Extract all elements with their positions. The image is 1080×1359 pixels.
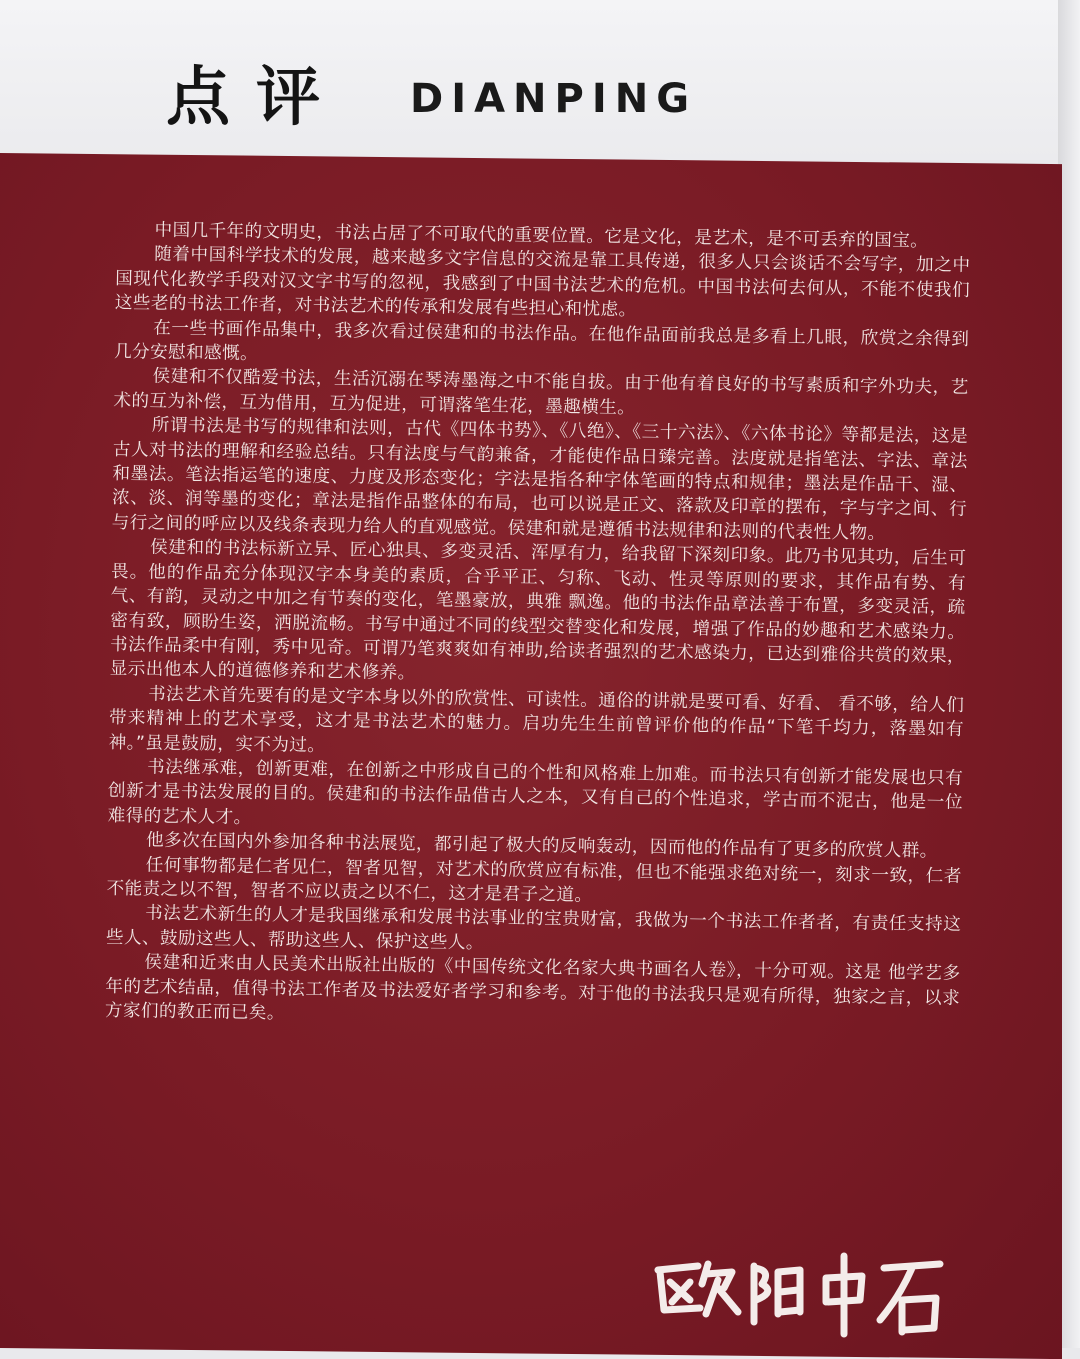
paragraph: 随着中国科学技术的发展，越来越多文字信息的交流是靠工具传递，很多人只会谈话不会写字，加之中国现代化教学手段对汉文字书写的忽视，我感到了中国书法艺术的危机。中国书法何去何从，不能不使我们这些老的书法工作者，对书法艺术的传承和发展有些担心和忧虑。 — [114, 244, 971, 321]
paragraph: 侯建和近来由人民美术出版社出版的《中国传统文化名家大典书画名人卷》，十分可观。这是 他学艺多年的艺术结晶，值得书法工作者及书法爱好者学习和参考。对于他的书法我只是观有所得，独家之言，以求方家们的教正而已矣。 — [104, 952, 961, 1024]
review-article — [105, 218, 971, 1035]
paragraph: 任何事物都是仁者见仁，智者见智，对艺术的欣赏应有标准，但也不能强求绝对统一，刻求一致，仁者不能责之以不智，智者不应以责之以不仁，这才是君子之道。 — [106, 855, 963, 906]
paragraph: 所谓书法是书写的规律和法则，古代《四体书势》、《八绝》、《三十六法》、《六体书论》等都是法，这是古人对书法的理解和经验总结。只有法度与气韵兼备，才能使作品日臻完善。法度就是指笔法、字法、章法和墨法。笔法指运笔的速度、力度及形态变化；字法是指各种字体笔画的特点和规律；墨法是作品干、湿、浓、淡、润等墨的变化；章法是指作品整体的布局，也可以说是正文、落款及印章的摆布，字与字之间、行与行之间的呼应以及线条表现力给人的直观感觉。侯建和就是遵循书法规律和法则的代表性人物。 — [111, 415, 969, 544]
page-title-english: DIANPING — [410, 76, 698, 122]
paragraph: 在一些书画作品集中，我多次看过侯建和的书法作品。在他作品面前我总是多看上几眼，欣赏之余得到几分安慰和感慨。 — [113, 318, 970, 365]
paragraph: 书法继承难，创新更难，在创新之中形成自己的个性和风格难上加难。而书法只有创新才能发展也只有创新才是书法发展的目的。侯建和的书法作品借古人之本，又有自己的个性追求，学古而不泥古，他是一位难得的艺术人才。 — [107, 757, 964, 828]
paragraph: 中国几千年的文明史，书法占居了不可取代的重要位置。它是文化，是艺术，是不可丢弃的国宝。 — [154, 220, 929, 252]
paragraph: 他多次在国内外参加各种书法展览，都引起了极大的反响轰动，因而他的作品有了更多的欣赏人群。 — [145, 830, 938, 862]
paragraph: 侯建和的书法标新立异、匠心独具、多变灵活、浑厚有力，给我留下深刻印象。此乃书见其功，后生可畏。他的作品充分体现汉字本身美的素质，合乎平正、匀称、飞动、性灵等原则的要求，其作品有势、有气、有韵，灵动之中加之有节奏的变化，笔墨豪放，典雅 飘逸。他的书法作品章法善于布置，多变灵活，疏密有致，顾盼生姿，洒脱流畅。书写中通过不同的线型交替变化和发展，增强了作品的妙趣和艺术感染力。书法作品柔中有刚，秀中见奇。可谓乃笔爽爽如有神助,给读者强烈的艺术感染力，已达到雅俗共赏的效果，显示出他本人的道德修养和艺术修养。 — [109, 537, 967, 684]
page-title-chinese: 点评 — [166, 61, 346, 135]
paragraph: 书法艺术首先要有的是文字本身以外的欣赏性、可读性。通俗的讲就是要可看、好看、 看不够，给人们带来精神上的艺术享受，这才是书法艺术的魅力。启功先生生前曾评价他的作品“下笔千均力，落墨如有神。”虽是鼓励，实不为过。 — [108, 684, 965, 756]
paragraph: 书法艺术新生的人才是我国继承和发展书法事业的宝贵财富，我做为一个书法工作者者，有责任支持这些人、鼓励这些人、帮助这些人、保护这些人。 — [105, 903, 962, 953]
handwritten-signature — [650, 1248, 960, 1343]
paragraph: 侯建和不仅酷爱书法，生活沉溺在琴涛墨海之中不能自拔。由于他有着良好的书写素质和字外功夫，艺术的互为补偿，互为借用，互为促进，可谓落笔生花，墨趣横生。 — [113, 366, 969, 419]
